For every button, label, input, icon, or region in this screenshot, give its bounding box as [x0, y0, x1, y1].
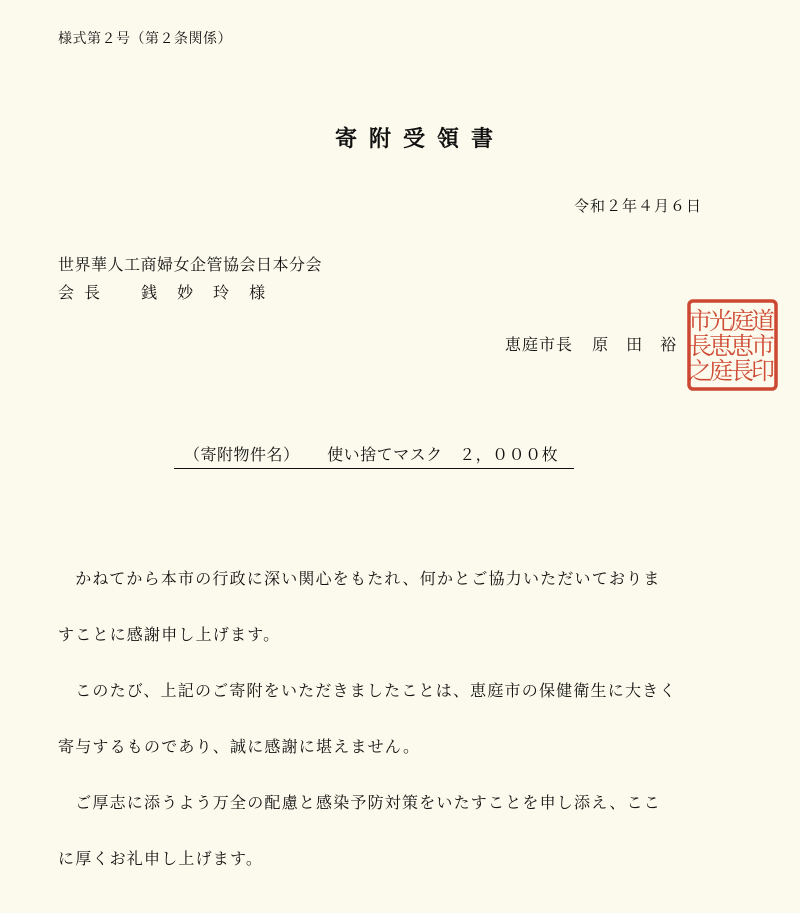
sender-line [505, 332, 694, 355]
body-line-4: 寄与するものであり、誠に感謝に堪えません。 [58, 737, 421, 756]
seal-glyph: 市 [688, 307, 712, 335]
document-date: 令和２年４月６日 [573, 197, 702, 215]
seal-glyph: 長 [730, 357, 754, 385]
seal-glyph: 長 [688, 332, 712, 360]
seal-glyph: 庭 [730, 307, 754, 335]
document-title: 寄附受領書 [334, 127, 505, 152]
recipient-title: 会長 [58, 283, 111, 302]
seal-glyph: 恵 [730, 332, 754, 360]
donation-value: 使い捨てマスク ２，０００枚 [327, 445, 559, 464]
recipient-name-row [58, 280, 285, 303]
official-seal-stamp [685, 297, 780, 393]
seal-glyph: 市 [751, 332, 775, 360]
seal-glyph: 道 [751, 307, 775, 335]
body-line-1: かねてから本市の行政に深い関心をもたれ、何かとご協力いただいておりま [58, 569, 661, 588]
recipient-organization: 世界華人工商婦女企管協会日本分会 [58, 255, 323, 274]
sender-name: 原田裕 [592, 335, 695, 354]
seal-glyph: 印 [751, 357, 775, 385]
seal-glyph: 之 [688, 357, 712, 385]
sender-office: 恵庭市長 [505, 335, 574, 354]
seal-glyph: 光 [709, 307, 733, 335]
donation-item-line [174, 442, 574, 469]
seal-glyph: 恵 [709, 332, 733, 360]
seal-glyph: 庭 [709, 357, 733, 385]
recipient-name: 銭妙玲様 [141, 283, 286, 302]
body-line-3: このたび、上記のご寄附をいただきましたことは、恵庭市の保健衛生に大きく [58, 681, 677, 700]
body-line-5: ご厚志に添うよう万全の配慮と感染予防対策をいたすことを申し添え、ここ [58, 793, 661, 812]
body-line-2: すことに感謝申し上げます。 [58, 625, 281, 644]
form-number: 様式第２号（第２条関係） [58, 31, 232, 47]
donation-label: （寄附物件名） [184, 445, 300, 464]
body-line-6: に厚くお礼申し上げます。 [58, 849, 264, 868]
